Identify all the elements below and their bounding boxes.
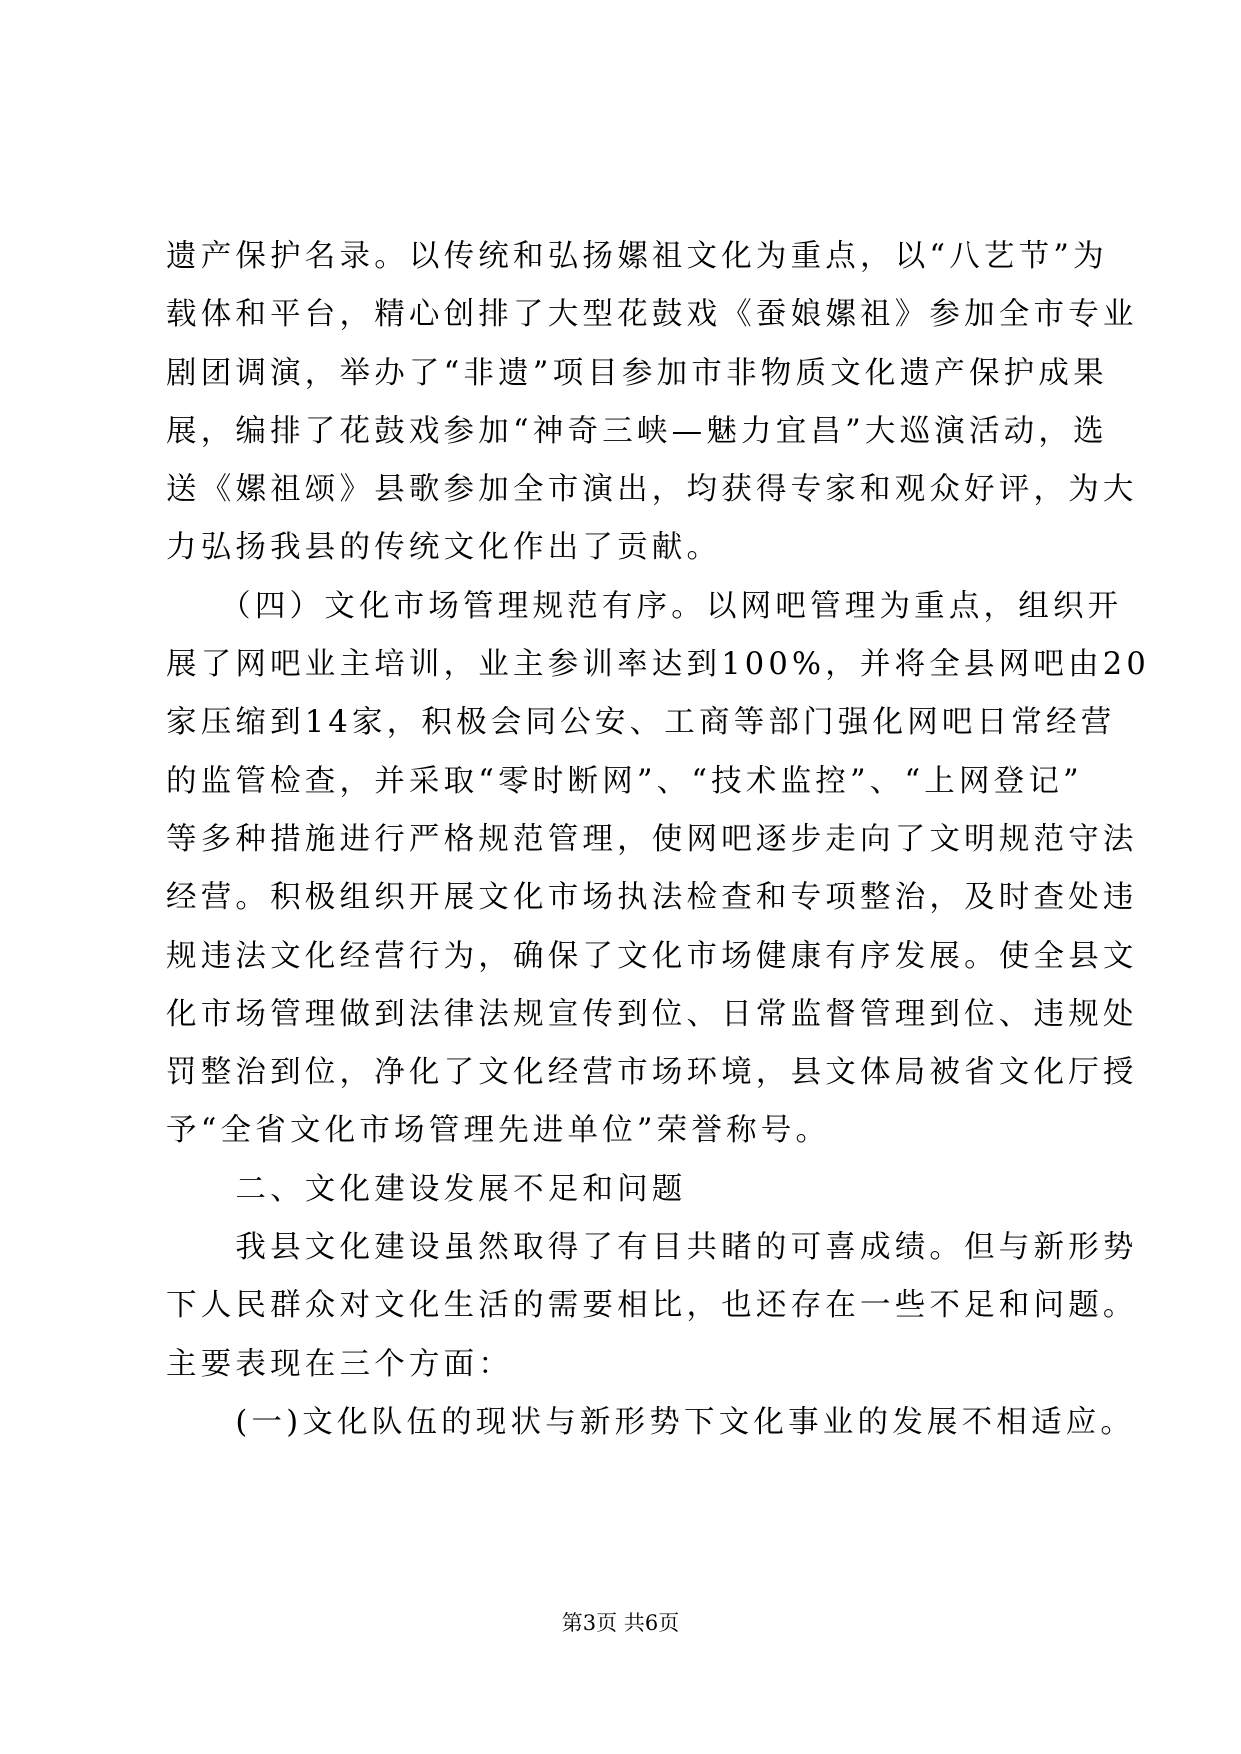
text-line: 展，编排了花鼓戏参加“神奇三峡—魅力宜昌”大巡演活动，选 xyxy=(166,413,1108,449)
body-text xyxy=(166,228,1151,1452)
text-line: 我县文化建设虽然取得了有目共睹的可喜成绩。但与新形势 xyxy=(166,1230,1138,1266)
text-line: 主要表现在三个方面： xyxy=(166,1346,513,1382)
subsection-heading: (一)文化队伍的现状与新形势下文化事业的发展不相适应。 xyxy=(166,1404,1136,1440)
text-line: 家压缩到14家，积极会同公安、工商等部门强化网吧日常经营 xyxy=(166,705,1116,741)
text-line: 规违法文化经营行为，确保了文化市场健康有序发展。使全县文 xyxy=(166,938,1138,974)
text-line: （四）文化市场管理规范有序。以网吧管理为重点，组织开 xyxy=(166,588,1123,624)
text-line: 予“全省文化市场管理先进单位”荣誉称号。 xyxy=(166,1113,831,1149)
text-line: 载体和平台，精心创排了大型花鼓戏《蚕娘嫘祖》参加全市专业 xyxy=(166,297,1138,333)
text-line: 送《嫘祖颂》县歌参加全市演出，均获得专家和观众好评，为大 xyxy=(166,472,1138,508)
text-line: 经营。积极组织开展文化市场执法检查和专项整治，及时查处违 xyxy=(166,880,1138,916)
text-line: 罚整治到位，净化了文化经营市场环境，县文体局被省文化厅授 xyxy=(166,1055,1138,1091)
text-line: 遗产保护名录。以传统和弘扬嫘祖文化为重点，以“八艺节”为 xyxy=(166,239,1108,274)
text-line: 的监管检查，并采取“零时断网”、“技术监控”、“上网登记” xyxy=(166,763,1083,799)
page-number-footer: 第3页 共6页 xyxy=(561,1611,680,1635)
text-line: 下人民群众对文化生活的需要相比，也还存在一些不足和问题。 xyxy=(166,1288,1138,1324)
text-line: 展了网吧业主培训，业主参训率达到100%，并将全县网吧由20 xyxy=(166,647,1151,683)
text-line: 力弘扬我县的传统文化作出了贡献。 xyxy=(166,530,722,566)
text-line: 剧团调演，举办了“非遗”项目参加市非物质文化遗产保护成果 xyxy=(166,355,1108,391)
section-heading: 二、文化建设发展不足和问题 xyxy=(166,1171,687,1207)
text-line: 等多种措施进行严格规范管理，使网吧逐步走向了文明规范守法 xyxy=(166,821,1138,857)
text-line: 化市场管理做到法律法规宣传到位、日常监督管理到位、违规处 xyxy=(166,996,1138,1032)
